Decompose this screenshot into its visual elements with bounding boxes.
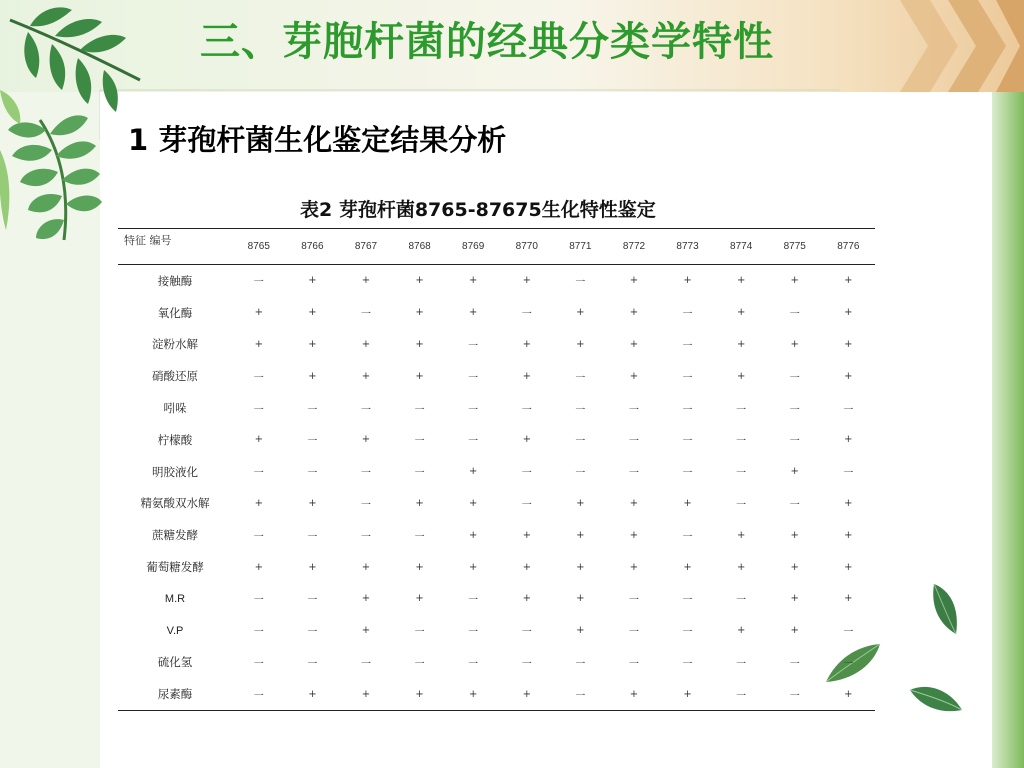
result-cell: 一 <box>468 404 479 416</box>
result-cell: + <box>415 275 424 287</box>
result-cell: 一 <box>682 658 693 670</box>
result-cell: 一 <box>575 436 586 448</box>
result-cell: 一 <box>253 468 264 480</box>
table-row <box>118 647 875 679</box>
feature-label: 葡萄糖发酵 <box>146 560 204 575</box>
table-row <box>118 615 875 647</box>
result-cell: 一 <box>682 372 693 384</box>
result-cell: 一 <box>307 658 318 670</box>
result-cell: + <box>844 434 853 446</box>
result-cell: 一 <box>789 436 800 448</box>
table-row <box>118 297 875 329</box>
result-cell: 一 <box>307 404 318 416</box>
result-cell: 一 <box>843 627 854 639</box>
slide-title: 三、芽胞杆菌的经典分类学特性 <box>200 19 774 65</box>
result-cell: 一 <box>682 436 693 448</box>
result-cell: + <box>844 338 853 350</box>
result-cell: 一 <box>360 309 371 321</box>
feature-label: M.R <box>164 592 186 605</box>
result-cell: 一 <box>736 468 747 480</box>
result-cell: + <box>844 370 853 382</box>
column-header: 8775 <box>768 229 822 265</box>
table-caption: 表2 芽孢杆菌8765-87675生化特性鉴定 <box>300 199 656 221</box>
result-cell: 一 <box>575 277 586 289</box>
result-cell: + <box>308 338 317 350</box>
table-row <box>118 583 875 615</box>
result-cell: 一 <box>736 404 747 416</box>
result-cell: + <box>576 625 585 637</box>
table-row <box>118 678 875 710</box>
result-cell: 一 <box>736 499 747 511</box>
result-cell: 一 <box>682 531 693 543</box>
result-cell: + <box>790 466 799 478</box>
result-cell: + <box>736 307 746 319</box>
result-cell: + <box>736 561 746 573</box>
table-row <box>118 265 875 297</box>
result-cell: + <box>361 434 371 446</box>
column-header: 8772 <box>607 229 661 265</box>
result-cell: 一 <box>414 436 425 448</box>
result-cell: + <box>522 529 531 541</box>
result-cell: + <box>683 561 692 573</box>
result-cell: 一 <box>253 658 264 670</box>
result-cell: + <box>361 275 371 287</box>
result-cell: 一 <box>628 658 639 670</box>
result-cell: + <box>415 561 424 573</box>
result-cell: 一 <box>628 404 639 416</box>
result-cell: + <box>844 593 853 605</box>
feature-label: 氧化酶 <box>157 305 193 320</box>
result-cell: 一 <box>554 678 608 710</box>
result-cell: 一 <box>682 309 693 321</box>
result-cell: 一 <box>714 678 768 710</box>
result-cell: 一 <box>414 658 425 670</box>
result-cell: + <box>286 678 340 710</box>
result-cell: 一 <box>253 404 264 416</box>
result-cell: 一 <box>682 627 693 639</box>
result-cell: + <box>468 529 478 541</box>
result-cell: + <box>415 593 424 605</box>
result-cell: + <box>607 678 661 710</box>
result-cell: 一 <box>575 658 586 670</box>
result-cell: + <box>790 275 799 287</box>
result-cell: 一 <box>682 595 693 607</box>
result-cell: 一 <box>682 404 693 416</box>
result-cell: + <box>661 678 715 710</box>
result-cell: + <box>576 307 585 319</box>
result-cell: + <box>361 625 371 637</box>
result-cell: 一 <box>253 595 264 607</box>
leaf-icon <box>920 580 968 640</box>
result-cell: + <box>361 338 371 350</box>
result-cell: + <box>576 338 585 350</box>
result-cell: + <box>844 275 853 287</box>
result-cell: + <box>844 497 853 509</box>
result-cell: + <box>361 370 371 382</box>
result-cell: + <box>446 678 500 710</box>
result-cell: + <box>468 307 478 319</box>
result-cell: 一 <box>468 627 479 639</box>
result-cell: + <box>844 561 853 573</box>
result-cell: + <box>629 338 639 350</box>
feature-label: 吲哚 <box>163 401 187 416</box>
result-cell: 一 <box>468 658 479 670</box>
result-cell: 一 <box>789 499 800 511</box>
column-header: 8770 <box>500 229 554 265</box>
feature-label: 硝酸还原 <box>152 369 198 384</box>
table-row <box>118 360 875 392</box>
result-cell: + <box>629 529 639 541</box>
result-cell: + <box>790 625 799 637</box>
result-cell: 一 <box>468 595 479 607</box>
column-header: 8774 <box>714 229 768 265</box>
result-cell: 一 <box>843 658 854 670</box>
result-cell: + <box>308 561 317 573</box>
result-cell: + <box>415 307 424 319</box>
result-cell: + <box>361 593 371 605</box>
result-cell: + <box>576 497 585 509</box>
result-cell: 一 <box>521 658 532 670</box>
result-cell: 一 <box>628 595 639 607</box>
table-row <box>118 519 875 551</box>
result-cell: 一 <box>360 658 371 670</box>
result-cell: + <box>736 275 746 287</box>
result-cell: 一 <box>736 436 747 448</box>
result-cell: 一 <box>232 678 286 710</box>
biochemical-table <box>118 228 875 711</box>
leaf-icon <box>908 682 964 716</box>
result-cell: 一 <box>360 531 371 543</box>
result-cell: + <box>361 561 371 573</box>
result-cell: 一 <box>789 404 800 416</box>
result-cell: + <box>254 338 263 350</box>
result-cell: + <box>844 529 853 541</box>
result-cell: + <box>254 434 263 446</box>
result-cell: + <box>308 307 317 319</box>
result-cell: 一 <box>307 468 318 480</box>
result-cell: + <box>844 307 853 319</box>
result-cell: 一 <box>468 436 479 448</box>
result-cell: + <box>576 529 585 541</box>
result-cell: + <box>629 370 639 382</box>
result-cell: 一 <box>789 658 800 670</box>
result-cell: 一 <box>789 309 800 321</box>
feature-label: 明胶液化 <box>152 464 198 479</box>
result-cell: + <box>468 497 478 509</box>
result-cell: + <box>415 497 424 509</box>
column-header: 8765 <box>232 229 286 265</box>
result-cell: 一 <box>575 372 586 384</box>
feature-label: 尿素酶 <box>118 678 232 710</box>
result-cell: 一 <box>768 678 822 710</box>
result-cell: + <box>308 497 317 509</box>
result-cell: 一 <box>521 468 532 480</box>
result-cell: + <box>790 593 799 605</box>
result-cell: 一 <box>843 468 854 480</box>
result-cell: 一 <box>360 404 371 416</box>
result-cell: + <box>522 434 531 446</box>
feature-label: V.P <box>166 624 184 637</box>
feature-label: 接触酶 <box>157 273 193 288</box>
feature-label: 蔗糖发酵 <box>152 528 198 543</box>
result-cell: + <box>790 529 799 541</box>
result-cell: 一 <box>789 372 800 384</box>
result-cell: 一 <box>682 468 693 480</box>
result-cell: + <box>254 307 263 319</box>
column-header: 8768 <box>393 229 447 265</box>
result-cell: 一 <box>414 627 425 639</box>
column-header: 8776 <box>822 229 876 265</box>
result-cell: 一 <box>521 404 532 416</box>
result-cell: + <box>468 561 478 573</box>
result-cell: + <box>254 497 263 509</box>
result-cell: + <box>629 275 639 287</box>
result-cell: + <box>393 678 447 710</box>
table-row <box>118 392 875 424</box>
table-row <box>118 329 875 361</box>
section-heading: 1 芽孢杆菌生化鉴定结果分析 <box>128 123 507 157</box>
table-row <box>118 456 875 488</box>
result-cell: 一 <box>682 340 693 352</box>
result-cell: 一 <box>575 468 586 480</box>
result-cell: 一 <box>253 531 264 543</box>
result-cell: + <box>254 561 263 573</box>
feature-label: 淀粉水解 <box>152 337 198 352</box>
result-cell: 一 <box>575 404 586 416</box>
result-cell: 一 <box>307 595 318 607</box>
result-cell: 一 <box>521 499 532 511</box>
result-cell: 一 <box>307 531 318 543</box>
result-cell: 一 <box>414 404 425 416</box>
result-cell: 一 <box>521 627 532 639</box>
column-header: 8767 <box>339 229 393 265</box>
result-cell: + <box>736 370 746 382</box>
result-cell: + <box>790 338 799 350</box>
result-cell: 一 <box>468 372 479 384</box>
column-header: 8773 <box>661 229 715 265</box>
result-cell: + <box>308 275 317 287</box>
result-cell: 一 <box>468 340 479 352</box>
result-cell: + <box>308 370 317 382</box>
table-corner-label: 特征 编号 <box>118 229 232 265</box>
result-cell: 一 <box>253 627 264 639</box>
table-header-row <box>118 229 875 265</box>
result-cell: 一 <box>414 531 425 543</box>
result-cell: + <box>415 338 424 350</box>
result-cell: + <box>468 466 478 478</box>
result-cell: 一 <box>628 468 639 480</box>
result-cell: + <box>629 497 639 509</box>
result-cell: 一 <box>628 627 639 639</box>
result-cell: + <box>522 561 531 573</box>
result-cell: 一 <box>360 499 371 511</box>
table-body <box>118 265 875 711</box>
result-cell: 一 <box>414 468 425 480</box>
result-cell: + <box>736 338 746 350</box>
feature-label: 硫化氢 <box>157 655 193 670</box>
result-cell: + <box>522 338 531 350</box>
result-cell: + <box>683 497 692 509</box>
feature-label: 精氨酸双水解 <box>140 496 210 511</box>
result-cell: 一 <box>307 436 318 448</box>
result-cell: + <box>576 561 585 573</box>
result-cell: + <box>522 370 531 382</box>
result-cell: + <box>576 593 585 605</box>
result-cell: 一 <box>736 595 747 607</box>
result-cell: + <box>629 561 639 573</box>
result-cell: + <box>790 561 799 573</box>
result-cell: 一 <box>307 627 318 639</box>
result-cell: + <box>468 275 478 287</box>
result-cell: + <box>629 307 639 319</box>
column-header: 8771 <box>554 229 608 265</box>
result-cell: + <box>415 370 424 382</box>
result-cell: + <box>339 678 393 710</box>
result-cell: 一 <box>360 468 371 480</box>
result-cell: + <box>522 593 531 605</box>
result-cell: 一 <box>253 277 264 289</box>
result-cell: 一 <box>628 436 639 448</box>
result-cell: 一 <box>843 404 854 416</box>
table-row <box>118 424 875 456</box>
result-cell: + <box>683 275 692 287</box>
column-header: 8766 <box>286 229 340 265</box>
result-cell: + <box>822 678 876 710</box>
result-cell: 一 <box>736 658 747 670</box>
column-header: 8769 <box>446 229 500 265</box>
result-cell: + <box>522 275 531 287</box>
result-cell: + <box>736 529 746 541</box>
result-cell: + <box>736 625 746 637</box>
result-cell: 一 <box>253 372 264 384</box>
result-cell: 一 <box>521 309 532 321</box>
result-cell: + <box>500 678 554 710</box>
table-row <box>118 488 875 520</box>
feature-label: 柠檬酸 <box>157 432 193 447</box>
table-row <box>118 551 875 583</box>
